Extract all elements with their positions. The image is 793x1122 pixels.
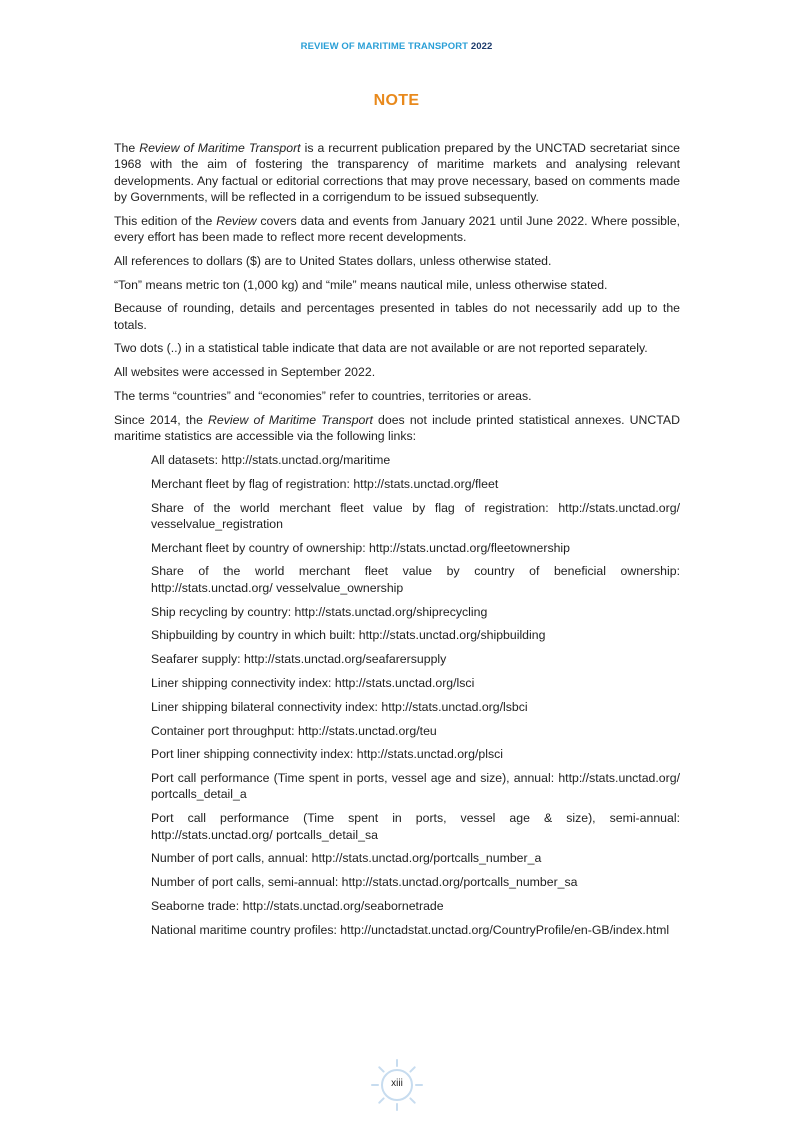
list-item: Seaborne trade: http://stats.unctad.org/seabornetrade: [151, 898, 444, 913]
list-item: Port call performance (Time spent in ports, vessel age & size), semi-annual: http://stats.unctad.org/ portcalls_detail_sa: [151, 811, 680, 842]
list-item: Ship recycling by country: http://stats.unctad.org/shiprecycling: [151, 604, 488, 619]
publication-title: REVIEW OF MARITIME TRANSPORT: [300, 41, 469, 52]
list-item: Merchant fleet by flag of registration: http://stats.unctad.org/fleet: [151, 476, 499, 491]
publication-year: 2022: [470, 41, 493, 52]
statistics-link-list: [114, 452, 680, 938]
paragraph-websites: All websites were accessed in September 2022.: [114, 365, 376, 380]
list-item: Number of port calls, semi-annual: http://stats.unctad.org/portcalls_number_sa: [151, 875, 578, 890]
list-item: Liner shipping bilateral connectivity index: http://stats.unctad.org/lsbci: [151, 699, 528, 714]
paragraph-terms: The terms “countries” and “economies” refer to countries, territories or areas.: [114, 389, 532, 404]
list-item: Shipbuilding by country in which built: http://stats.unctad.org/shipbuilding: [151, 628, 546, 643]
list-item: Seafarer supply: http://stats.unctad.org/seafarersupply: [151, 652, 447, 667]
list-item: Port liner shipping connectivity index: http://stats.unctad.org/plsci: [151, 747, 504, 762]
running-header: [0, 41, 793, 52]
list-item: All datasets: http://stats.unctad.org/maritime: [151, 452, 391, 467]
paragraph-two-dots: Two dots (..) in a statistical table indicate that data are not available or are not reported separately.: [114, 341, 648, 356]
page-title: NOTE: [373, 92, 420, 109]
note-body: [114, 140, 680, 945]
page-number: xiii: [391, 1078, 403, 1089]
paragraph-coverage: This edition of the Review covers data and events from January 2021 until June 2022. Where possible, every effort has been made to reflect more recent developments.: [114, 213, 681, 244]
paragraph-intro: The Review of Maritime Transport is a recurrent publication prepared by the UNCTAD secretariat since 1968 with the aim of fostering the transparency of maritime markets and analysing relevant developments. Any factual or editorial corrections that may prove necessary, based on comments made by Governments, will be reflected in a corrigendum to be issued subsequently.: [114, 141, 680, 204]
list-item: Share of the world merchant fleet value by flag of registration: http://stats.unctad.org/ vesselvalue_registration: [151, 500, 680, 531]
list-item: Merchant fleet by country of ownership: http://stats.unctad.org/fleetownership: [151, 540, 571, 555]
list-item: National maritime country profiles: http://unctadstat.unctad.org/CountryProfile/en-GB/index.html: [151, 922, 670, 937]
list-item: Port call performance (Time spent in ports, vessel age and size), annual: http://stats.unctad.org/ portcalls_detail_a: [151, 771, 680, 802]
list-item: Liner shipping connectivity index: http://stats.unctad.org/lsci: [151, 675, 475, 690]
page-number-badge: [369, 1057, 425, 1113]
paragraph-statistics: Since 2014, the Review of Maritime Transport does not include printed statistical annexes. UNCTAD maritime statistics are accessible via the following links:: [114, 412, 680, 444]
paragraph-ton-mile: “Ton” means metric ton (1,000 kg) and “mile” means nautical mile, unless otherwise stated.: [114, 277, 608, 292]
paragraph-rounding: Because of rounding, details and percentages presented in tables do not necessarily add up to the totals.: [114, 301, 680, 332]
list-item: Container port throughput: http://stats.unctad.org/teu: [151, 723, 437, 738]
list-item: Number of port calls, annual: http://stats.unctad.org/portcalls_number_a: [151, 851, 542, 866]
list-item: Share of the world merchant fleet value by country of beneficial ownership: http://stats.unctad.org/ vesselvalue_ownership: [151, 564, 680, 595]
paragraph-dollars: All references to dollars ($) are to United States dollars, unless otherwise stated.: [114, 253, 552, 268]
